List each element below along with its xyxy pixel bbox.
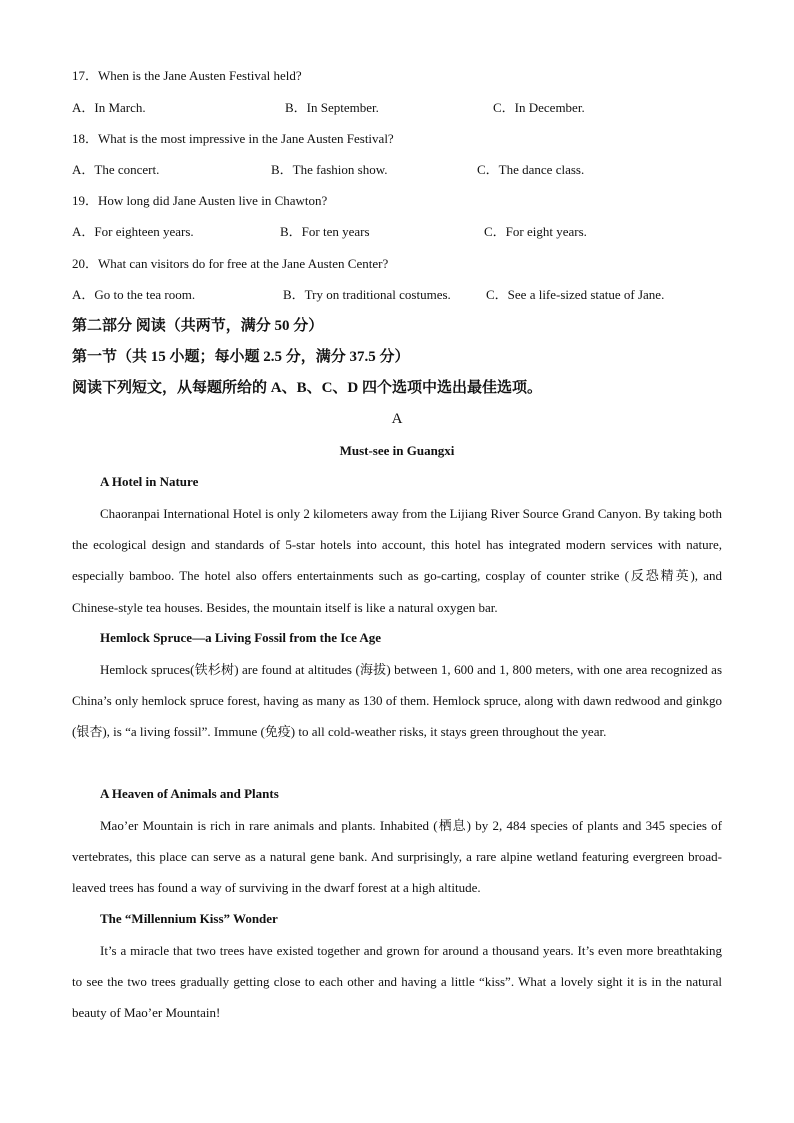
question-19-option-b: B．For ten years xyxy=(280,224,370,239)
section-subsection-title: 第一节（共 15 小题；每小题 2.5 分，满分 37.5 分） xyxy=(72,349,410,365)
question-20-option-c: C．See a life-sized statue of Jane. xyxy=(486,287,665,302)
question-18-option-a: A．The concert. xyxy=(72,162,160,177)
question-20-option-b: B．Try on traditional costumes. xyxy=(283,287,451,302)
section-heading-hemlock: Hemlock Spruce—a Living Fossil from the Ice Age xyxy=(100,630,382,645)
question-20-option-a: A．Go to the tea room. xyxy=(72,287,196,302)
question-17-option-a: A．In March. xyxy=(72,100,146,115)
question-17-option-c: C．In December. xyxy=(493,100,585,115)
paragraph-hotel: Chaoranpai International Hotel is only 2 kilometers away from the Lijiang River Source Grand Canyon. By taking both the ecological design and standards of 5-star hotels into account, this hotel has integrated modern services with nature, especially bamboo. The hotel also offers entertainments such as go-carting, cosplay of counter strike (反恐精英), and Chinese-style tea houses. Besides, the mountain itself is like a natural oxygen bar. xyxy=(72,506,722,615)
paragraph-kiss: It’s a miracle that two trees have existed together and grown for around a thousand years. It’s even more breathtaking to see the two trees gradually getting close to each other and having a little “kiss”. What a lovely sight it is in the natural beauty of Mao’er Mountain! xyxy=(72,943,722,1021)
question-18-option-c: C．The dance class. xyxy=(477,162,585,177)
question-20-stem: 20．What can visitors do for free at the Jane Austen Center? xyxy=(72,256,389,271)
question-18-option-b: B．The fashion show. xyxy=(271,162,388,177)
section-heading-heaven: A Heaven of Animals and Plants xyxy=(100,786,279,801)
paragraph-heaven: Mao’er Mountain is rich in rare animals and plants. Inhabited (栖息) by 2, 484 species of plants and 345 species of vertebrates, this place can serve as a natural gene bank. And surprisingly, a rare alpine wetland featuring evergreen broad-leaved trees has found a way of surviving in the dwarf forest at a high altitude. xyxy=(72,818,722,896)
question-17-option-b: B．In September. xyxy=(285,100,379,115)
question-17-stem: 17．When is the Jane Austen Festival held? xyxy=(72,68,302,83)
question-19-option-c: C．For eight years. xyxy=(484,224,587,239)
passage-title: Must-see in Guangxi xyxy=(339,443,455,458)
passage-letter: A xyxy=(391,411,403,427)
section-heading-hotel: A Hotel in Nature xyxy=(100,474,199,489)
paragraph-hemlock: Hemlock spruces(铁杉树) are found at altitudes (海拔) between 1, 600 and 1, 800 meters, with one area recognized as China’s only hemlock spruce forest, having as many as 130 of them. Hemlock spruce, along with dawn redwood and ginkgo (银杏), is “a living fossil”. Immune (免疫) to all cold-weather risks, it stays green throughout the year. xyxy=(72,662,722,740)
question-19-option-a: A．For eighteen years. xyxy=(72,224,194,239)
section-instruction: 阅读下列短文，从每题所给的 A、B、C、D 四个选项中选出最佳选项。 xyxy=(72,380,543,396)
section-part-title: 第二部分 阅读（共两节，满分 50 分） xyxy=(72,318,324,334)
question-18-stem: 18．What is the most impressive in the Jane Austen Festival? xyxy=(72,131,394,146)
question-19-stem: 19．How long did Jane Austen live in Chawton? xyxy=(72,193,328,208)
section-heading-kiss: The “Millennium Kiss” Wonder xyxy=(100,911,278,926)
